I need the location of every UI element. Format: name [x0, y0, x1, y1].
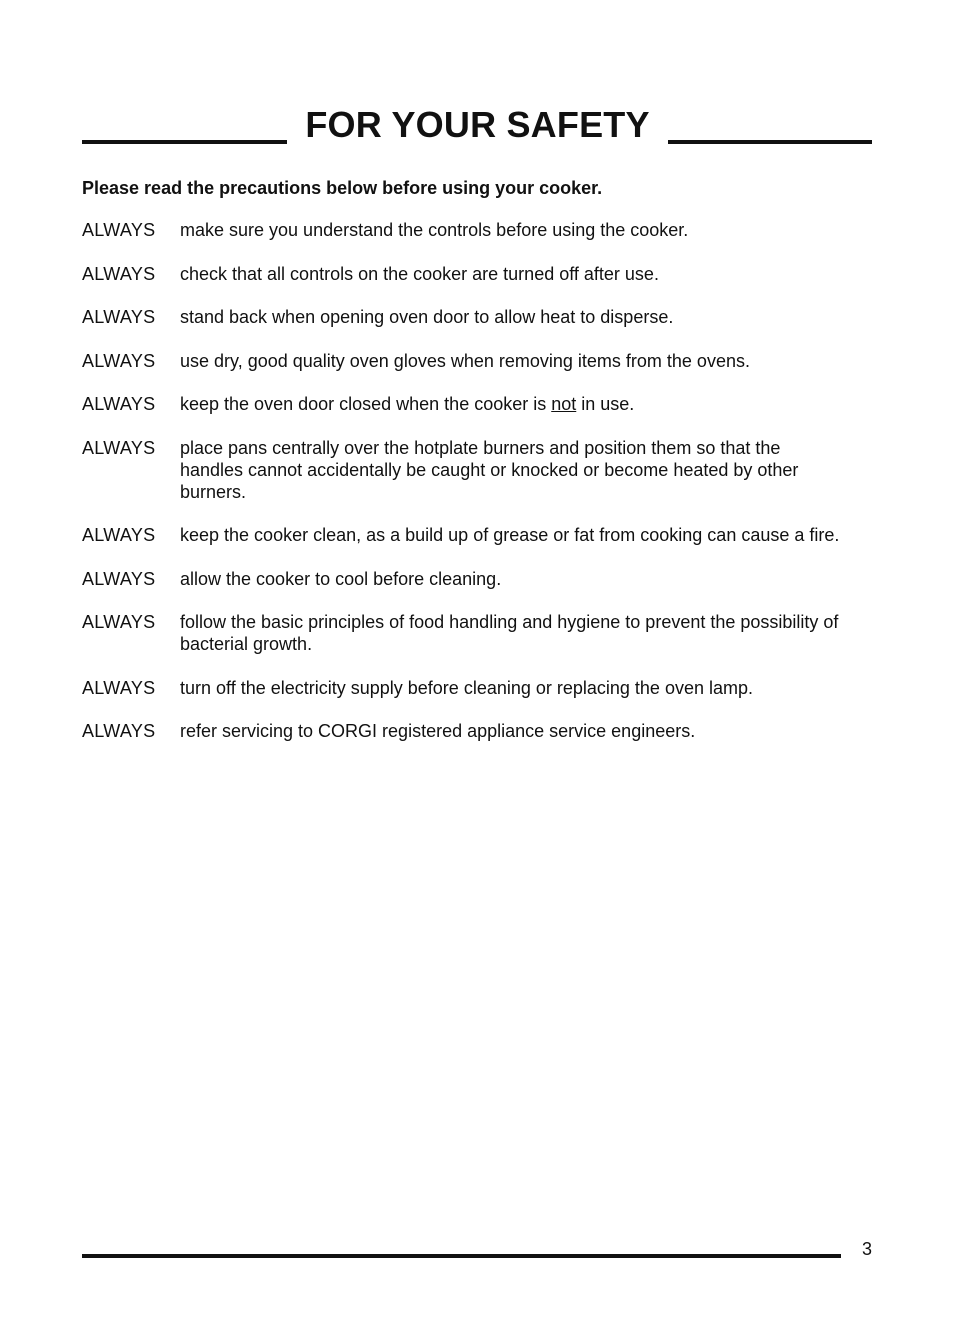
intro-text: Please read the precautions below before using your cooker.: [82, 178, 603, 198]
rule-text: follow the basic principles of food handling and hygiene to prevent the possibility of bacterial growth.: [180, 612, 839, 654]
rule-label: ALWAYS: [82, 394, 156, 414]
rule-label: ALWAYS: [82, 307, 156, 327]
page-title: FOR YOUR SAFETY: [305, 104, 650, 145]
rule-text-before: keep the oven door closed when the cooker is: [180, 394, 552, 414]
footer-rule: [82, 1254, 841, 1258]
title-row: [82, 100, 872, 150]
rule-label: ALWAYS: [82, 612, 156, 632]
rule-label: ALWAYS: [82, 263, 156, 284]
safety-rule: [82, 611, 842, 655]
safety-rules-list: [82, 219, 842, 764]
rule-text: refer servicing to CORGI registered appliance service engineers.: [180, 721, 696, 741]
safety-rule: [82, 524, 842, 546]
rule-text: check that all controls on the cooker are turned off after use.: [180, 263, 659, 284]
rule-text-emphasis: not: [551, 394, 577, 414]
rule-text-after: in use.: [576, 394, 635, 414]
rule-label: ALWAYS: [82, 220, 156, 240]
safety-rule: [82, 306, 842, 328]
rule-label: ALWAYS: [82, 721, 156, 741]
safety-rule: [82, 568, 842, 590]
rule-text: allow the cooker to cool before cleaning.: [180, 568, 502, 589]
title-rule-right: [668, 140, 872, 144]
safety-rule: [82, 219, 842, 241]
rule-text: [180, 393, 842, 415]
title-rule-left: [82, 140, 287, 144]
safety-rule: [82, 350, 842, 372]
rule-label: ALWAYS: [82, 525, 156, 545]
rule-label: ALWAYS: [82, 568, 156, 589]
rule-text: stand back when opening oven door to allow heat to disperse.: [180, 307, 674, 327]
safety-rule: [82, 437, 842, 503]
rule-label: ALWAYS: [82, 437, 156, 458]
safety-rule: [82, 720, 842, 742]
safety-rule: [82, 677, 842, 699]
rule-label: ALWAYS: [82, 677, 156, 698]
safety-rule: [82, 393, 842, 415]
rule-text: place pans centrally over the hotplate burners and position them so that the handles cannot accidentally be caught or knocked or become heated by other burners.: [180, 437, 799, 502]
rule-text: keep the cooker clean, as a build up of grease or fat from cooking can cause a fire.: [180, 525, 840, 545]
rule-label: ALWAYS: [82, 350, 156, 371]
safety-rule: [82, 263, 842, 285]
rule-text: use dry, good quality oven gloves when removing items from the ovens.: [180, 350, 750, 371]
rule-text: make sure you understand the controls before using the cooker.: [180, 220, 689, 240]
rule-text: turn off the electricity supply before cleaning or replacing the oven lamp.: [180, 677, 753, 698]
page-number: 3: [862, 1239, 873, 1259]
